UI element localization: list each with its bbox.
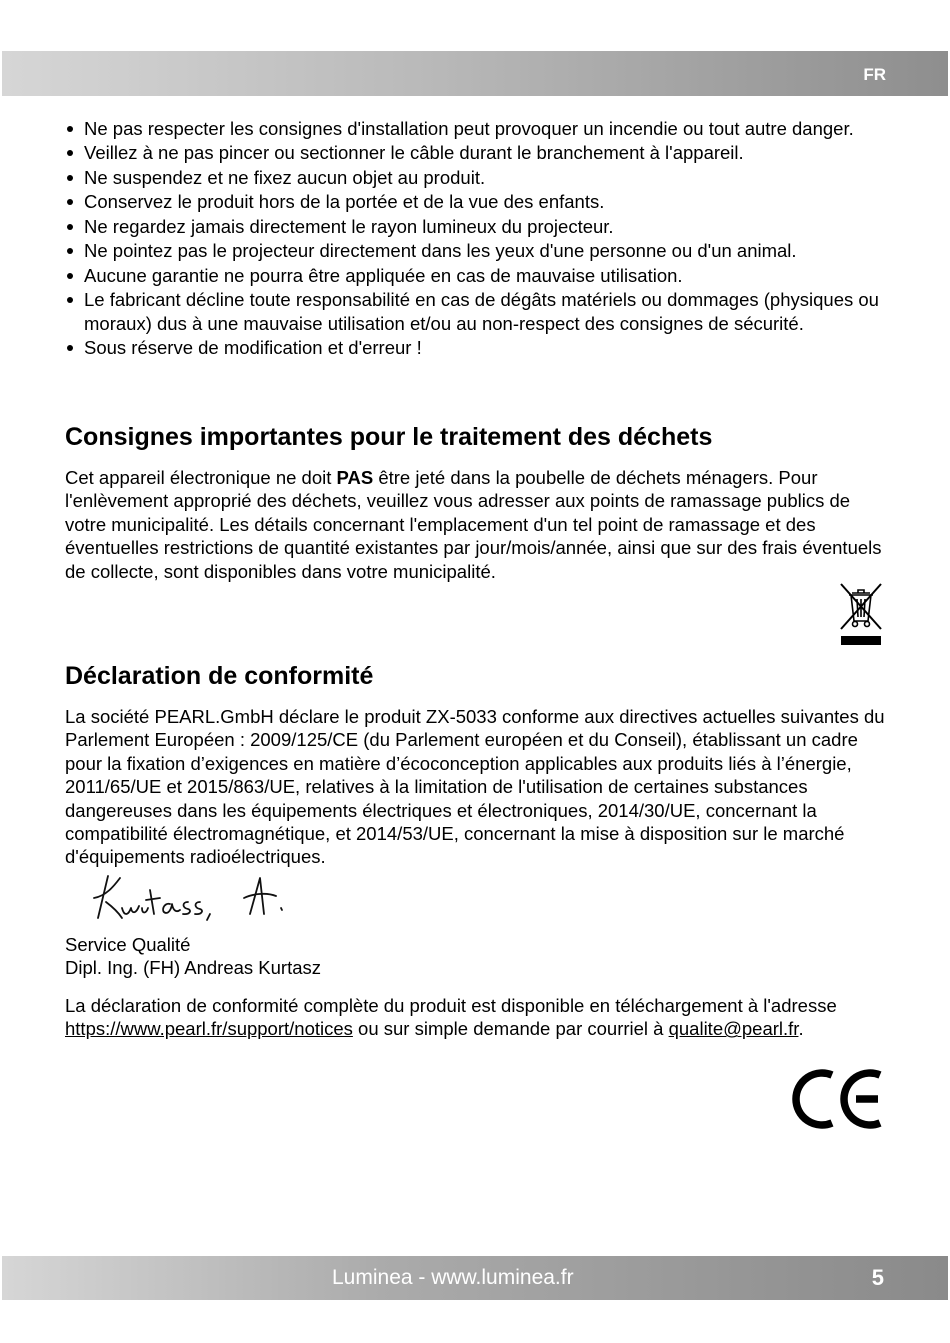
waste-paragraph bbox=[65, 466, 895, 583]
crossed-bin-icon bbox=[838, 581, 884, 647]
footer-brand-text: Luminea - www.luminea.fr bbox=[332, 1266, 574, 1289]
list-item: Ne pas respecter les consignes d'installation peut provoquer un incendie ou tout autre danger. bbox=[65, 117, 895, 140]
conformity-heading: Déclaration de conformité bbox=[65, 662, 374, 690]
service-line: Service Qualité bbox=[65, 934, 191, 955]
header-bar bbox=[2, 51, 948, 96]
list-item: Ne regardez jamais directement le rayon lumineux du projecteur. bbox=[65, 215, 895, 238]
signature-image bbox=[84, 868, 304, 928]
language-code: FR bbox=[863, 65, 886, 84]
notices-url-link[interactable]: https://www.pearl.fr/support/notices bbox=[65, 1018, 353, 1040]
footer-bar bbox=[2, 1256, 948, 1300]
list-item: Conservez le produit hors de la portée et de la vue des enfants. bbox=[65, 190, 895, 213]
full-text-part: La déclaration de conformité complète du produit est disponible en téléchargement à l'adresse bbox=[65, 995, 837, 1016]
waste-heading: Consignes importantes pour le traitement des déchets bbox=[65, 423, 713, 451]
list-item: Sous réserve de modification et d'erreur ! bbox=[65, 336, 895, 359]
ce-mark-icon bbox=[792, 1067, 888, 1131]
list-item: Aucune garantie ne pourra être appliquée en cas de mauvaise utilisation. bbox=[65, 264, 895, 287]
service-block bbox=[65, 933, 895, 980]
page-number: 5 bbox=[871, 1265, 884, 1290]
waste-text-bold: PAS bbox=[336, 467, 374, 488]
full-text-part: ou sur simple demande par courriel à bbox=[352, 1018, 669, 1040]
waste-text-before: Cet appareil électronique ne doit bbox=[65, 467, 337, 488]
full-declaration-paragraph bbox=[65, 994, 845, 1041]
list-item: Ne suspendez et ne fixez aucun objet au produit. bbox=[65, 166, 895, 189]
full-text-part: . bbox=[798, 1018, 804, 1040]
list-item: Le fabricant décline toute responsabilité en cas de dégâts matériels ou dommages (physiques ou moraux) dus à une mauvaise utilisation et/ou au non-respect des consignes de sécurité. bbox=[65, 288, 895, 335]
waste-text-after: être jeté dans la poubelle de déchets ménagers. Pour l'enlèvement approprié des déchets, veuillez vous adresser aux points de ramassage publics de votre municipalité. Les détails concernant l'emplacement d'un tel point de ramassage et des éventuelles restrictions de quantité existantes par jour/mois/année, ainsi que sur des frais éventuels de collecte, sont disponibles dans votre municipalité. bbox=[65, 467, 882, 582]
service-signatory: Dipl. Ing. (FH) Andreas Kurtasz bbox=[65, 957, 322, 979]
list-item: Ne pointez pas le projecteur directement dans les yeux d'une personne ou d'un animal. bbox=[65, 239, 895, 262]
list-item: Veillez à ne pas pincer ou sectionner le câble durant le branchement à l'appareil. bbox=[65, 141, 895, 164]
safety-bullet-list bbox=[65, 117, 895, 361]
conformity-paragraph: La société PEARL.GmbH déclare le produit ZX-5033 conforme aux directives actuelles suivantes du Parlement Européen : 2009/125/CE (du Parlement européen et du Conseil), établissant un cadre pour la fixation d’exigences en matière d’écoconception applicables aux produits liés à l’énergie, 2011/65/UE et 2015/863/UE, relatives à la limitation de l'utilisation de certaines substances dangereuses dans les équipements électriques et électroniques, 2014/30/UE, concernant la compatibilité électromagnétique, et 2014/53/UE, concernant la mise à disposition sur le marché d'équipements radioélectriques. bbox=[65, 706, 885, 868]
email-link[interactable]: qualite@pearl.fr bbox=[668, 1018, 799, 1040]
